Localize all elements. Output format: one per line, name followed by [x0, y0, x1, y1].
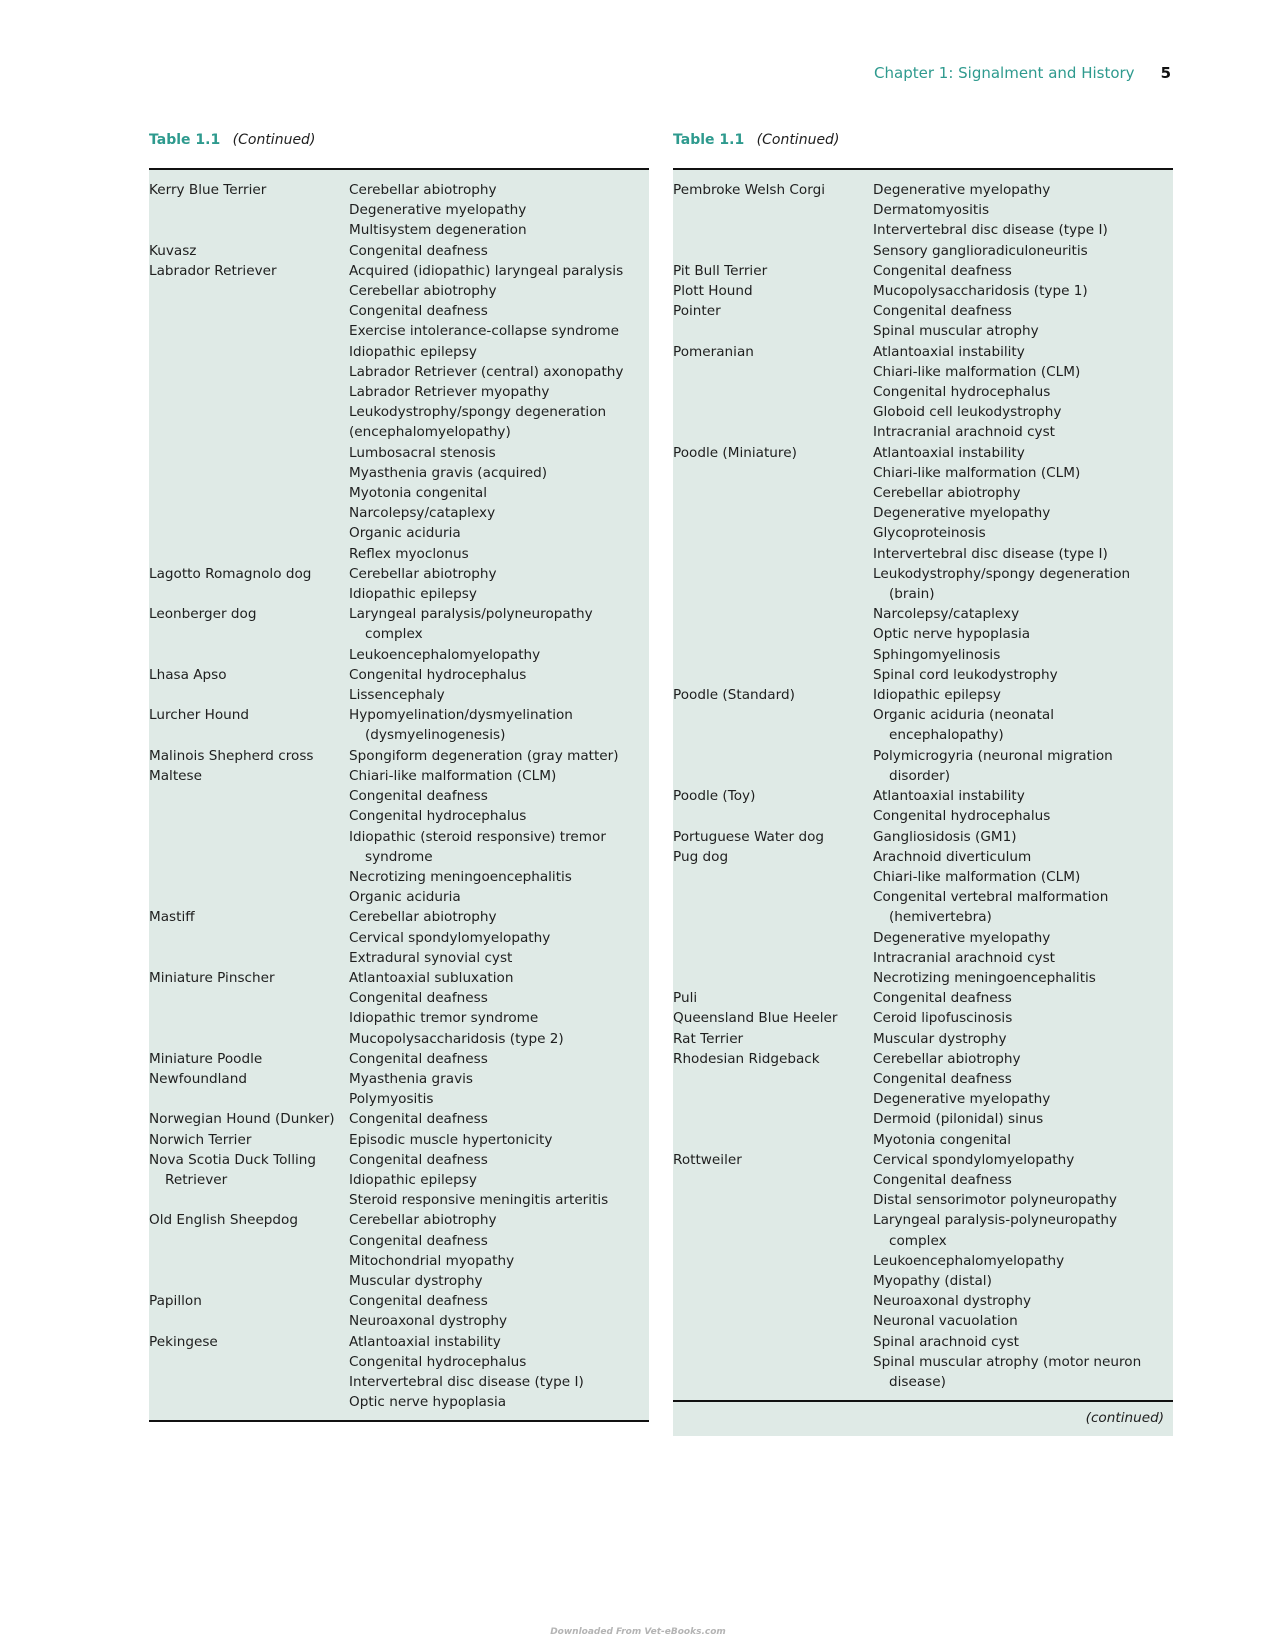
table-continued-label: (Continued) — [756, 132, 840, 148]
breed-name: Mastiff — [149, 909, 195, 926]
condition-list — [349, 241, 649, 261]
condition-item: Dermatomyositis — [873, 202, 990, 219]
condition-item: Congenital deafness — [349, 990, 488, 1007]
condition-item: Glycoproteinosis — [873, 525, 986, 542]
table-row — [149, 1069, 649, 1109]
condition-item: Optic nerve hypoplasia — [873, 626, 1031, 643]
condition-item: Cerebellar abiotrophy — [349, 283, 497, 300]
condition-item: Optic nerve hypoplasia — [349, 1394, 507, 1411]
table-caption-right — [673, 132, 1173, 152]
condition-item: Cervical spondylomyelopathy — [873, 1151, 1075, 1168]
condition-item: Myotonia congenital — [349, 485, 488, 502]
condition-list — [873, 1029, 1173, 1049]
condition-list — [349, 564, 649, 604]
condition-item: Intracranial arachnoid cyst — [873, 949, 1056, 966]
condition-item: Congenital deafness — [349, 1293, 488, 1310]
condition-item: Muscular dystrophy — [349, 1272, 483, 1289]
condition-item: Congenital deafness — [349, 242, 488, 259]
left-column — [149, 132, 649, 1422]
condition-item: Dermoid (pilonidal) sinus — [873, 1111, 1044, 1128]
condition-item: Chiari-like malformation (CLM) — [873, 464, 1081, 481]
breed-name: Norwich Terrier — [149, 1131, 252, 1148]
table-row — [149, 1150, 649, 1211]
condition-list — [349, 766, 649, 907]
condition-item: Congenital deafness — [349, 1232, 488, 1249]
condition-list — [873, 281, 1173, 301]
condition-item: Lissencephaly — [349, 687, 445, 704]
table-row — [673, 827, 1173, 847]
condition-list — [873, 1008, 1173, 1028]
breed-name: Rottweiler — [673, 1151, 742, 1168]
condition-list — [349, 665, 649, 705]
table-row — [673, 685, 1173, 786]
table-row — [673, 443, 1173, 685]
condition-item: Cerebellar abiotrophy — [349, 182, 497, 198]
condition-item: Degenerative myelopathy — [873, 505, 1051, 522]
table-row — [149, 180, 649, 241]
breed-name: Kerry Blue Terrier — [149, 182, 267, 198]
condition-list — [349, 180, 649, 241]
breed-name: Papillon — [149, 1293, 202, 1310]
condition-item: Congenital deafness — [349, 1111, 488, 1128]
condition-list — [873, 342, 1173, 443]
condition-item: Narcolepsy/cataplexy — [349, 505, 496, 522]
breed-name: Old English Sheepdog — [149, 1212, 299, 1229]
table-row — [149, 1210, 649, 1291]
breed-name: Pembroke Welsh Corgi — [673, 182, 825, 198]
table-row — [149, 968, 649, 1049]
condition-item: Laryngeal paralysis-polyneuropathy complex — [873, 1212, 1118, 1249]
table-row — [673, 180, 1173, 261]
table-caption-left — [149, 132, 649, 152]
condition-item: Leukodystrophy/spongy degeneration — [349, 404, 607, 421]
condition-item: Laryngeal paralysis/polyneuropathy complex — [349, 606, 593, 643]
condition-item: Cerebellar abiotrophy — [349, 1212, 497, 1229]
condition-item: Congenital hydrocephalus — [873, 808, 1051, 825]
condition-item: Idiopathic (steroid responsive) tremor syndrome — [349, 828, 606, 865]
watermark: Downloaded From Vet-eBooks.com — [550, 1627, 726, 1637]
condition-list — [349, 261, 649, 564]
condition-item: Cerebellar abiotrophy — [349, 909, 497, 926]
condition-item: Polymyositis — [349, 1091, 434, 1108]
table-row — [149, 564, 649, 604]
condition-list — [873, 827, 1173, 847]
breed-name: Pit Bull Terrier — [673, 262, 768, 279]
condition-item: Congenital deafness — [873, 1171, 1012, 1188]
condition-item: Myasthenia gravis (acquired) — [349, 464, 548, 481]
condition-item: Leukoencephalomyelopathy — [349, 646, 541, 663]
condition-list — [873, 443, 1173, 685]
breed-name: Portuguese Water dog — [673, 828, 825, 845]
condition-list — [349, 1069, 649, 1109]
breed-disease-table-right — [673, 168, 1173, 1400]
condition-item: Congenital deafness — [349, 788, 488, 805]
condition-item: Degenerative myelopathy — [873, 182, 1051, 198]
breed-name: Leonberger dog — [149, 606, 257, 623]
condition-item: Chiari-like malformation (CLM) — [873, 363, 1081, 380]
table-row — [149, 1109, 649, 1129]
condition-list — [349, 1150, 649, 1211]
condition-list — [349, 1130, 649, 1150]
condition-item: Acquired (idiopathic) laryngeal paralysis — [349, 262, 624, 279]
condition-item: Congenital deafness — [873, 990, 1012, 1007]
breed-name: Labrador Retriever — [149, 262, 277, 279]
condition-item: Congenital deafness — [873, 1070, 1012, 1087]
table-row — [673, 988, 1173, 1008]
condition-item: Leukoencephalomyelopathy — [873, 1252, 1065, 1269]
condition-list — [349, 705, 649, 745]
breed-name: Kuvasz — [149, 242, 197, 259]
condition-item: Mucopolysaccharidosis (type 2) — [349, 1030, 564, 1047]
condition-item: Congenital deafness — [349, 1050, 488, 1067]
table-row — [149, 907, 649, 968]
condition-list — [873, 786, 1173, 826]
condition-item: Polymicrogyria (neuronal migration disorder) — [873, 747, 1113, 784]
condition-item: Episodic muscle hypertonicity — [349, 1131, 553, 1148]
condition-item: Idiopathic epilepsy — [349, 1171, 477, 1188]
condition-item: Cervical spondylomyelopathy — [349, 929, 551, 946]
condition-item: Atlantoaxial instability — [873, 343, 1025, 360]
running-head — [874, 64, 1171, 82]
condition-item: Mitochondrial myopathy — [349, 1252, 515, 1269]
condition-item: Myotonia congenital — [873, 1131, 1012, 1148]
condition-list — [873, 1049, 1173, 1150]
condition-item: Congenital vertebral malformation (hemivertebra) — [873, 889, 1109, 926]
condition-item: Hypomyelination/dysmyelination (dysmyelinogenesis) — [349, 707, 573, 744]
table-number: Table 1.1 — [673, 132, 745, 148]
condition-item: Necrotizing meningoencephalitis — [349, 868, 572, 885]
condition-item: Myopathy (distal) — [873, 1272, 992, 1289]
table-number: Table 1.1 — [149, 132, 221, 148]
condition-item: Idiopathic epilepsy — [873, 687, 1001, 704]
condition-item: Spinal cord leukodystrophy — [873, 666, 1058, 683]
condition-item: Congenital deafness — [873, 303, 1012, 320]
condition-item: Congenital hydrocephalus — [349, 808, 527, 825]
condition-list — [349, 1291, 649, 1331]
table-row — [673, 1029, 1173, 1049]
table-row — [673, 1008, 1173, 1028]
condition-item: Degenerative myelopathy — [349, 202, 527, 219]
condition-list — [349, 1109, 649, 1129]
breed-name: Miniature Poodle — [149, 1050, 263, 1067]
page-number: 5 — [1160, 64, 1171, 82]
breed-name: Pekingese — [149, 1333, 218, 1350]
condition-item: Steroid responsive meningitis arteritis — [349, 1192, 609, 1209]
table-row — [149, 604, 649, 665]
table-row — [149, 705, 649, 745]
breed-name: Poodle (Standard) — [673, 687, 795, 704]
condition-item: Atlantoaxial instability — [349, 1333, 501, 1350]
table-row — [673, 281, 1173, 301]
condition-item: Chiari-like malformation (CLM) — [349, 767, 557, 784]
breed-name: Pomeranian — [673, 343, 754, 360]
condition-item: Arachnoid diverticulum — [873, 848, 1032, 865]
table-continued-footer: (continued) — [673, 1400, 1173, 1436]
condition-item: Congenital hydrocephalus — [873, 384, 1051, 401]
table-row — [673, 301, 1173, 341]
condition-item: Muscular dystrophy — [873, 1030, 1007, 1047]
condition-item: Spinal arachnoid cyst — [873, 1333, 1020, 1350]
condition-list — [349, 907, 649, 968]
breed-name: Poodle (Toy) — [673, 788, 756, 805]
breed-name: Newfoundland — [149, 1070, 247, 1087]
condition-item: Ceroid lipofuscinosis — [873, 1010, 1013, 1027]
table-row — [673, 1049, 1173, 1150]
condition-list — [873, 685, 1173, 786]
condition-item: Globoid cell leukodystrophy — [873, 404, 1062, 421]
condition-list — [873, 1150, 1173, 1392]
table-row — [673, 786, 1173, 826]
table-row — [673, 847, 1173, 988]
table-row — [673, 342, 1173, 443]
table-row — [149, 1130, 649, 1150]
condition-item: Atlantoaxial instability — [873, 788, 1025, 805]
condition-item: Necrotizing meningoencephalitis — [873, 969, 1096, 986]
condition-item: Intervertebral disc disease (type I) — [349, 1373, 584, 1390]
condition-item: Neuroaxonal dystrophy — [873, 1293, 1032, 1310]
condition-item: Spinal muscular atrophy — [873, 323, 1039, 340]
condition-list — [349, 604, 649, 665]
condition-item: Idiopathic tremor syndrome — [349, 1010, 539, 1027]
condition-list — [349, 968, 649, 1049]
breed-name: Miniature Pinscher — [149, 969, 275, 986]
condition-item: Sphingomyelinosis — [873, 646, 1001, 663]
breed-name: Nova Scotia Duck Tolling Retriever — [149, 1151, 316, 1188]
breed-name: Lhasa Apso — [149, 666, 227, 683]
breed-name: Rhodesian Ridgeback — [673, 1050, 820, 1067]
breed-name: Lurcher Hound — [149, 707, 250, 724]
condition-list — [873, 180, 1173, 261]
condition-list — [349, 1332, 649, 1413]
condition-item: Atlantoaxial instability — [873, 444, 1025, 461]
condition-item: Idiopathic epilepsy — [349, 586, 477, 603]
breed-name: Malinois Shepherd cross — [149, 747, 314, 764]
condition-item: Labrador Retriever myopathy — [349, 384, 550, 401]
condition-item: Intervertebral disc disease (type I) — [873, 222, 1108, 239]
condition-item: Gangliosidosis (GM1) — [873, 828, 1017, 845]
breed-name: Pug dog — [673, 848, 729, 865]
breed-name: Norwegian Hound (Dunker) — [149, 1111, 335, 1128]
condition-item: Congenital hydrocephalus — [349, 666, 527, 683]
condition-item: Extradural synovial cyst — [349, 949, 513, 966]
condition-item: Atlantoaxial subluxation — [349, 969, 514, 986]
condition-item: Labrador Retriever (central) axonopathy — [349, 363, 624, 380]
condition-item: Narcolepsy/cataplexy — [873, 606, 1020, 623]
condition-item: Intracranial arachnoid cyst — [873, 424, 1056, 441]
condition-item: (encephalomyelopathy) — [349, 424, 511, 441]
condition-item: Idiopathic epilepsy — [349, 343, 477, 360]
condition-item: Degenerative myelopathy — [873, 929, 1051, 946]
condition-item: Reflex myoclonus — [349, 545, 469, 562]
table-row — [149, 746, 649, 766]
condition-item: Cerebellar abiotrophy — [349, 565, 497, 582]
condition-item: Cerebellar abiotrophy — [873, 1050, 1021, 1067]
condition-list — [349, 1049, 649, 1069]
table-row — [149, 241, 649, 261]
breed-name: Queensland Blue Heeler — [673, 1010, 838, 1027]
table-row — [149, 261, 649, 564]
breed-name: Rat Terrier — [673, 1030, 744, 1047]
condition-list — [873, 261, 1173, 281]
table-row — [149, 1049, 649, 1069]
condition-item: Degenerative myelopathy — [873, 1091, 1051, 1108]
condition-item: Organic aciduria — [349, 889, 461, 906]
condition-item: Congenital deafness — [349, 1151, 488, 1168]
table-continued-label: (Continued) — [232, 132, 316, 148]
condition-item: Myasthenia gravis — [349, 1070, 473, 1087]
table-row — [149, 1291, 649, 1331]
condition-item: Leukodystrophy/spongy degeneration (brain) — [873, 565, 1131, 603]
table-row — [673, 261, 1173, 281]
breed-name: Puli — [673, 990, 698, 1007]
breed-name: Plott Hound — [673, 283, 753, 300]
condition-list — [873, 988, 1173, 1008]
condition-item: Exercise intolerance-collapse syndrome — [349, 323, 619, 340]
condition-item: Distal sensorimotor polyneuropathy — [873, 1192, 1117, 1209]
condition-item: Neuronal vacuolation — [873, 1313, 1018, 1330]
condition-item: Congenital deafness — [873, 262, 1012, 279]
breed-name: Maltese — [149, 767, 202, 784]
chapter-title: Chapter 1: Signalment and History — [874, 64, 1135, 82]
condition-item: Organic aciduria — [349, 525, 461, 542]
condition-item: Spongiform degeneration (gray matter) — [349, 747, 619, 764]
condition-item: Sensory ganglioradiculoneuritis — [873, 242, 1088, 259]
breed-name: Poodle (Miniature) — [673, 444, 797, 461]
table-row — [149, 1332, 649, 1413]
breed-name: Lagotto Romagnolo dog — [149, 565, 312, 582]
breed-disease-table-left — [149, 168, 649, 1422]
breed-name: Pointer — [673, 303, 721, 320]
condition-item: Mucopolysaccharidosis (type 1) — [873, 283, 1088, 300]
right-column — [673, 132, 1173, 1436]
condition-list — [873, 301, 1173, 341]
condition-list — [873, 847, 1173, 988]
table-row — [673, 1150, 1173, 1392]
condition-item: Congenital deafness — [349, 303, 488, 320]
condition-item: Cerebellar abiotrophy — [873, 485, 1021, 502]
condition-list — [349, 1210, 649, 1291]
condition-item: Organic aciduria (neonatal encephalopathy) — [873, 707, 1055, 744]
condition-item: Spinal muscular atrophy (motor neuron disease) — [873, 1353, 1142, 1390]
table-row — [149, 665, 649, 705]
condition-item: Lumbosacral stenosis — [349, 444, 496, 461]
condition-item: Chiari-like malformation (CLM) — [873, 868, 1081, 885]
condition-item: Congenital hydrocephalus — [349, 1353, 527, 1370]
condition-item: Neuroaxonal dystrophy — [349, 1313, 508, 1330]
condition-item: Multisystem degeneration — [349, 222, 527, 239]
table-row — [149, 766, 649, 907]
condition-list — [349, 746, 649, 766]
condition-item: Intervertebral disc disease (type I) — [873, 545, 1108, 562]
